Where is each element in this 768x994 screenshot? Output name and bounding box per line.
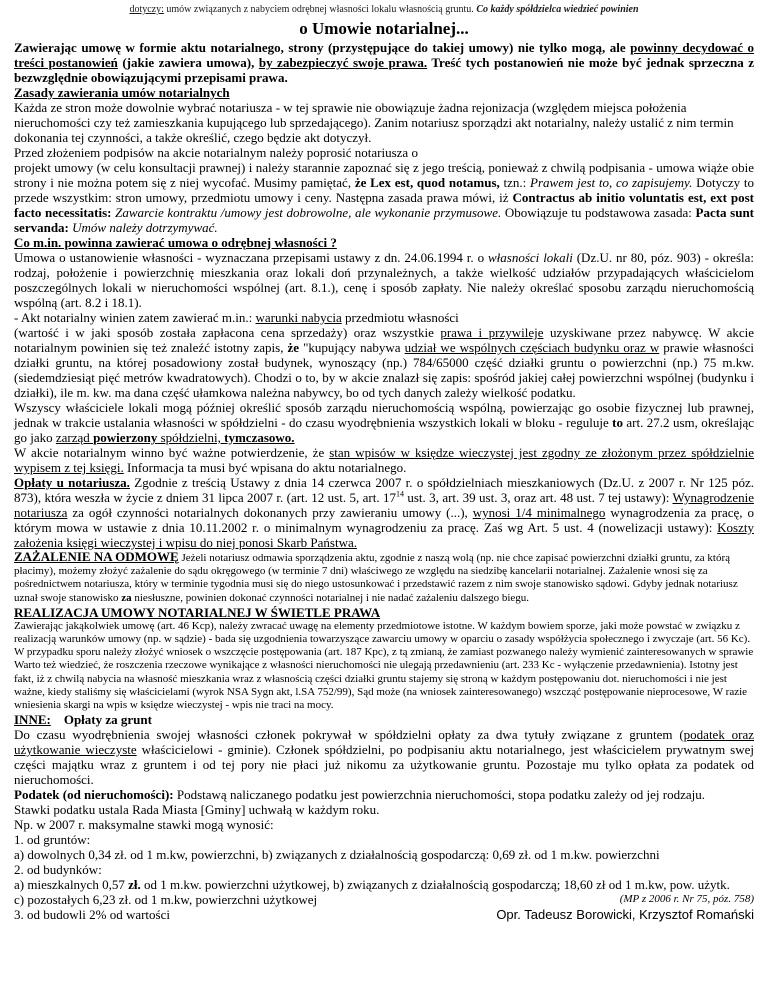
odrebna-paragraph-3: [14, 325, 754, 400]
odrebna-italic: własności lokali: [488, 250, 573, 265]
odrebna-underline: spółdzielni,: [157, 430, 225, 445]
odrebna-text: W akcie notarialnym winno być ważne potwierdzenie, że: [14, 445, 330, 460]
inne-paragraph-3: Stawki podatku ustala Rada Miasta [Gminy] uchwałą w każdym roku.: [14, 802, 380, 818]
list-bold: zł.: [128, 877, 141, 893]
odrebna-paragraph-2: [14, 310, 754, 325]
odrebna-bold-underline: powierzony: [93, 430, 158, 445]
intro-text: Zawierając umowę w formie aktu notarialnego, strony (przystępujące do takiej umowy) nie tylko mogą, ale: [14, 40, 631, 55]
odrebna-underline: warunki nabycia: [255, 310, 342, 325]
odrebna-text: "kupujący nabywa: [299, 340, 405, 355]
odrebna-text: (Dz.U. nr 80, póz. 903) - określa: rodzaj, położenie i powierzchnię mieszkania oraz lokali doń przynależnych, a także wielkość udziałów przypadających właścicielom poszczególnych lokali w nieruchomości wspólnej (art. 8.1.), cenę i sposób zapłaty. Nie należy określać sposobu zarządu nieruchomością wspólną (art. 8.2 i 18.1).: [14, 250, 754, 310]
list-text: c) pozostałych 6,23 zł. od 1 m.kw, powierzchni użytkowej: [14, 892, 318, 908]
oplaty-underline: wynosi 1/4 minimalnego: [472, 505, 606, 520]
oplaty-superscript: 14: [395, 489, 404, 499]
odrebna-bold: to: [612, 415, 623, 430]
intro-text-end: Treść tych postanowień nie może być jednak sprzeczna z bezwzględnie obowiązującymi przepisami prawa.: [14, 55, 754, 85]
section-heading-zasady: Zasady zawierania umów notarialnych: [14, 85, 230, 100]
odrebna-paragraph-4: [14, 400, 754, 445]
inne-heading-line: [14, 712, 754, 727]
intro-underline-1: powinny decydować o treści postanowień: [14, 40, 754, 70]
inne-bold: Podatek (od nieruchomości):: [14, 787, 174, 803]
oplaty-text: ust. 3, art. 39 ust. 3, oraz art. 48 ust. 7 tej ustawy):: [403, 490, 673, 505]
zazalenie-text: niesłuszne, powinien dokonać czynności notarialnej i nie nadać zażaleniu dalszego biegu.: [131, 591, 530, 604]
section-heading-inne: Opłaty za grunt: [63, 712, 152, 728]
zasady-italic-1: Prawem jest to, co zapisujemy.: [530, 175, 693, 190]
section-heading-oplaty: Opłaty u notariusza.: [14, 475, 130, 490]
zasady-text: projekt umowy (w celu konsultacji prawnej) i należy starannie zapoznać się z jego treścią, ponieważ z chwilą podpisania - umowa wiąże obie strony i nie można potem się z niej wycofać. Musimy pamiętać,: [14, 160, 754, 190]
odrebna-underline: stan wpisów w księdze wieczystej jest zgodny ze złożonym przez spółdzielnie wypisem z tej księgi.: [14, 445, 755, 475]
odrebna-text: Umowa o ustanowienie własności - wyznaczana przepisami ustawy z dn. 24.06.1994 r. o: [14, 250, 488, 265]
inne-underline: podatek oraz użytkowanie wieczyste: [14, 727, 754, 758]
odrebna-paragraph-1: [14, 250, 754, 310]
list-item: [14, 907, 754, 922]
intro-text-mid: (jakie zawiera umowa),: [117, 55, 259, 70]
page-title: o Umowie notarialnej...: [299, 19, 469, 38]
odrebna-text: przedmiotu własności: [341, 310, 459, 325]
odrebna-text: - Akt notarialny winien zatem zawierać m.in.:: [14, 310, 256, 325]
zazalenie-paragraph: [14, 550, 754, 605]
top-subject-line: [14, 3, 754, 16]
list-text: 3. od budowli 2% od wartości: [14, 907, 170, 923]
odrebna-bold: że: [287, 340, 300, 355]
zasady-bold-2: Contractus ab initio voluntatis est, ext post facto necessitatis:: [14, 190, 754, 220]
section-heading-zazalenie: ZAŻALENIE NA ODMOWĘ: [14, 549, 179, 564]
inne-text: Podstawą naliczanego podatku jest powierzchnia nieruchomości, stopa podatku zależy od jej rodzaju.: [173, 787, 705, 803]
odrebna-underline: zarząd: [55, 430, 94, 445]
list-text: od 1 m.kw. powierzchni użytkowej, b) związanych z działalnością gospodarczą; 18,60 zł od 1 m.kw, pow. użytk.: [140, 877, 730, 893]
odrebna-underline: udział we wspólnych częściach budynku oraz w: [404, 340, 660, 355]
zasady-text: Obowiązuje tu podstawowa zasada:: [501, 205, 696, 220]
list-text: a) mieszkalnych 0,57: [14, 877, 129, 893]
oplaty-text: Zgodnie z treścią Ustawy z dnia 14 czerwca 2007 r. o spółdzielniach mieszkaniowych (Dz.U. z 2007 r. Nr 125 póz. 873), która weszła w życie z dniem 31 lipca 2007 r. (art. 12 ust. 5, art. 17: [14, 475, 754, 505]
oplaty-underline: Wynagrodzenie notariusza: [14, 490, 755, 520]
list-item: 1. od gruntów:: [14, 832, 91, 848]
odrebna-text: prawie własności działki gruntu, na której posadowiony został budynek, wynoszący (np.) 784/65000 część działki gruntu o powierzchni (np.) 75 m.kw. (siedemdziesiąt pięć metrów kwadratowych). Chodzi o to, by w akcie znalazł się zapis: spośród jakiej całej powierzchni wspólnej (budynku i działki), ile m. kw. ma dana część ułamkowa należna nabywcy, bo od tych danych zależy wielkość podatku.: [14, 340, 755, 400]
oplaty-text: wynagrodzenia za pracę, o którym mowa w ustawie z dnia 10.11.2002 r. o minimalnym wynagrodzeniu za pracę. Zaś wg Art. 5 ust. 4 (nowelizacji ustawy):: [14, 505, 754, 535]
zazalenie-bold: za: [121, 591, 132, 604]
subject-text: umów związanych z nabyciem odrębnej własności lokalu własnością gruntu.: [163, 4, 477, 15]
author-signature: Opr. Tadeusz Borowicki, Krzysztof Romański: [496, 907, 754, 923]
odrebna-bold-underline: tymczasowo.: [224, 430, 295, 445]
zasady-paragraph-1: Każda ze stron może dowolnie wybrać notariusza - w tej sprawie nie obowiązuje żadna rejonizacja (względem miejsca położenia nieruchomości czy też zamieszkania kupującego lub sprzedającego). Zanim notariusz sporządzi akt notarialny, należy ustalić z nim termin dokonania tej czynności, a także określić, czego będzie akt dotyczył.: [14, 100, 734, 145]
list-item: [14, 877, 754, 892]
inne-paragraph-1: [14, 727, 754, 787]
odrebna-text: uzyskiwane przez nabywcę. W akcie notarialnym powinien się też znaleźć istotny zapis,: [14, 325, 754, 355]
zasady-bold-1: że Lex est, quod notamus,: [354, 175, 500, 190]
subject-prefix: dotyczy:: [129, 4, 164, 15]
zazalenie-text: Jeżeli notariusz odmawia sporządzenia aktu, zgodnie z naszą wolą (np. nie chce zapisać powierzchni działki gruntu, za którą płacimy), możemy złożyć zażalenie do sądu okręgowego (w terminie 7 dni) właściwego ze względu na siedzibę kancelarii notarialnej. Zażalenie wnosi się za pośrednictwem notariusza, który w terminie tygodnia musi się do niego ustosunkować i przedstawić razem z nim swoje stanowisko sądowi. Gdyby jednak notariusz uznał swoje stanowisko: [14, 552, 738, 604]
list-item: a) dowolnych 0,34 zł. od 1 m.kw, powierzchni, b) związanych z działalnością gospodarczą: 0,69 zł. od 1 m.kw. powierzchni: [14, 847, 660, 863]
intro-underline-2: by zabezpieczyć swoje prawa.: [258, 55, 428, 70]
section-heading-realizacja: REALIZACJA UMOWY NOTARIALNEJ W ŚWIETLE PRAWA: [14, 604, 381, 620]
inne-paragraph-4: Np. w 2007 r. maksymalne stawki mogą wynosić:: [14, 817, 274, 833]
zasady-text: tzn.:: [499, 175, 531, 190]
odrebna-text: Wszyscy właściciele lokali mogą później określić sposób zarządu nieruchomością wspólną, powierzając go osobie fizycznej lub prawnej, jednak w trakcie ustalania własności w spółdzielni - do czasu wyodrębnienia wszystkich lokali w bloku - reguluje: [14, 400, 754, 430]
zasady-bold-3: Pacta sunt servanda:: [14, 205, 755, 235]
oplaty-underline: Koszty założenia księgi wieczystej i wpisu do niej ponosi Skarb Państwa.: [14, 520, 754, 550]
intro-paragraph: [14, 40, 754, 85]
list-item: 2. od budynków:: [14, 862, 102, 878]
inne-paragraph-2: [14, 787, 754, 802]
zasady-paragraph-2a: Przed złożeniem podpisów na akcie notarialnym należy poprosić notariusza o: [14, 145, 418, 160]
oplaty-paragraph: [14, 475, 754, 550]
odrebna-text: Informacja ta musi być wpisana do aktu notarialnego.: [123, 460, 407, 475]
subject-italic: Co każdy spółdzielca wiedzieć powinien: [476, 4, 639, 15]
odrebna-text: (wartość i w jaki sposób została zapłacona cena sprzedaży) oraz wszystkie: [14, 325, 441, 340]
odrebna-text: art. 27.2 usm, określając go jako: [14, 415, 754, 445]
zasady-italic-2: Zawarcie kontraktu /umowy jest dobrowolne, ale wykonanie przymusowe.: [111, 205, 502, 220]
inne-text: Do czasu wyodrębnienia swojej własności członek pokrywał w spółdzielni opłaty za dwa tytuły związane z gruntem (: [14, 727, 684, 743]
zasady-paragraph-2b: [14, 160, 754, 235]
zasady-italic-3: Umów należy dotrzymywać.: [68, 220, 218, 235]
document-page: [14, 0, 754, 922]
inne-text: właścicielowi - gminie). Członek spółdzielni, po podpisaniu aktu notarialnego, jest właścicielem prywatnym swej części majątku wraz z gruntem i od tej pory nie płaci już nikomu za użytkowanie gruntu. Pozostaje mu tylko opłata za podatek od nieruchomości.: [14, 742, 754, 788]
inne-label: INNE:: [14, 712, 51, 728]
section-heading-odrebna: Co m.in. powinna zawierać umowa o odrębnej własności ?: [14, 235, 337, 250]
zasady-text: Dotyczy to przede wszystkim: stron umowy, przedmiotu umowy i ceny. Następna zasada prawa mówi, iż: [14, 175, 754, 205]
list-item: [14, 892, 754, 907]
oplaty-text: za ogół czynności notarialnych dokonanych przy zawieraniu umowy (...),: [67, 505, 473, 520]
realizacja-paragraph: Zawierając jakąkolwiek umowę (art. 46 Kcp), należy zwracać uwagę na elementy przedmiotowe istotne. W każdym bowiem sporze, jaki może powstać w związku z realizacją warunków umowy (np. w sądzie) - bada się uzgodnienia towarzyszące zawarciu umowy w oparciu o zasady współżycia społecznego i zwyczaje (art. 56 Kc). W przypadku sporu należy złożyć wniosek o wszczęcie postępowania (art. 187 Kpc), z tą zmianą, że zamiast pozwanego należy wymienić zainteresowanych w sprawie Warto też wiedzieć, że roszczenia rzeczowe wynikające z własności nieruchomości nie ulegają przedawnieniu (art. 233 Kc - wyłączenie przedawnienia). Istotny jest fakt, iż z chwilą nabycia na własność mieszkania wraz z własnością części działki gruntu stajemy się stroną w każdym postępowaniu dot. nieruchomości i nie jest ważne, kiedy staliśmy się właścicielami (wyrok NSA Sygn akt, l.SA 752/99), Sąd może (na wniosek zainteresowanego) wszcząć postępowanie nieprocesowe, W razie wniesienia skargi na wpis w księdze wieczystej - wpis nie traci na mocy.: [14, 619, 754, 712]
legal-reference: (MP z 2006 r. Nr 75, póz. 758): [619, 893, 754, 906]
odrebna-underline: prawa i przywileje: [440, 325, 544, 340]
odrebna-paragraph-5: [14, 445, 754, 475]
